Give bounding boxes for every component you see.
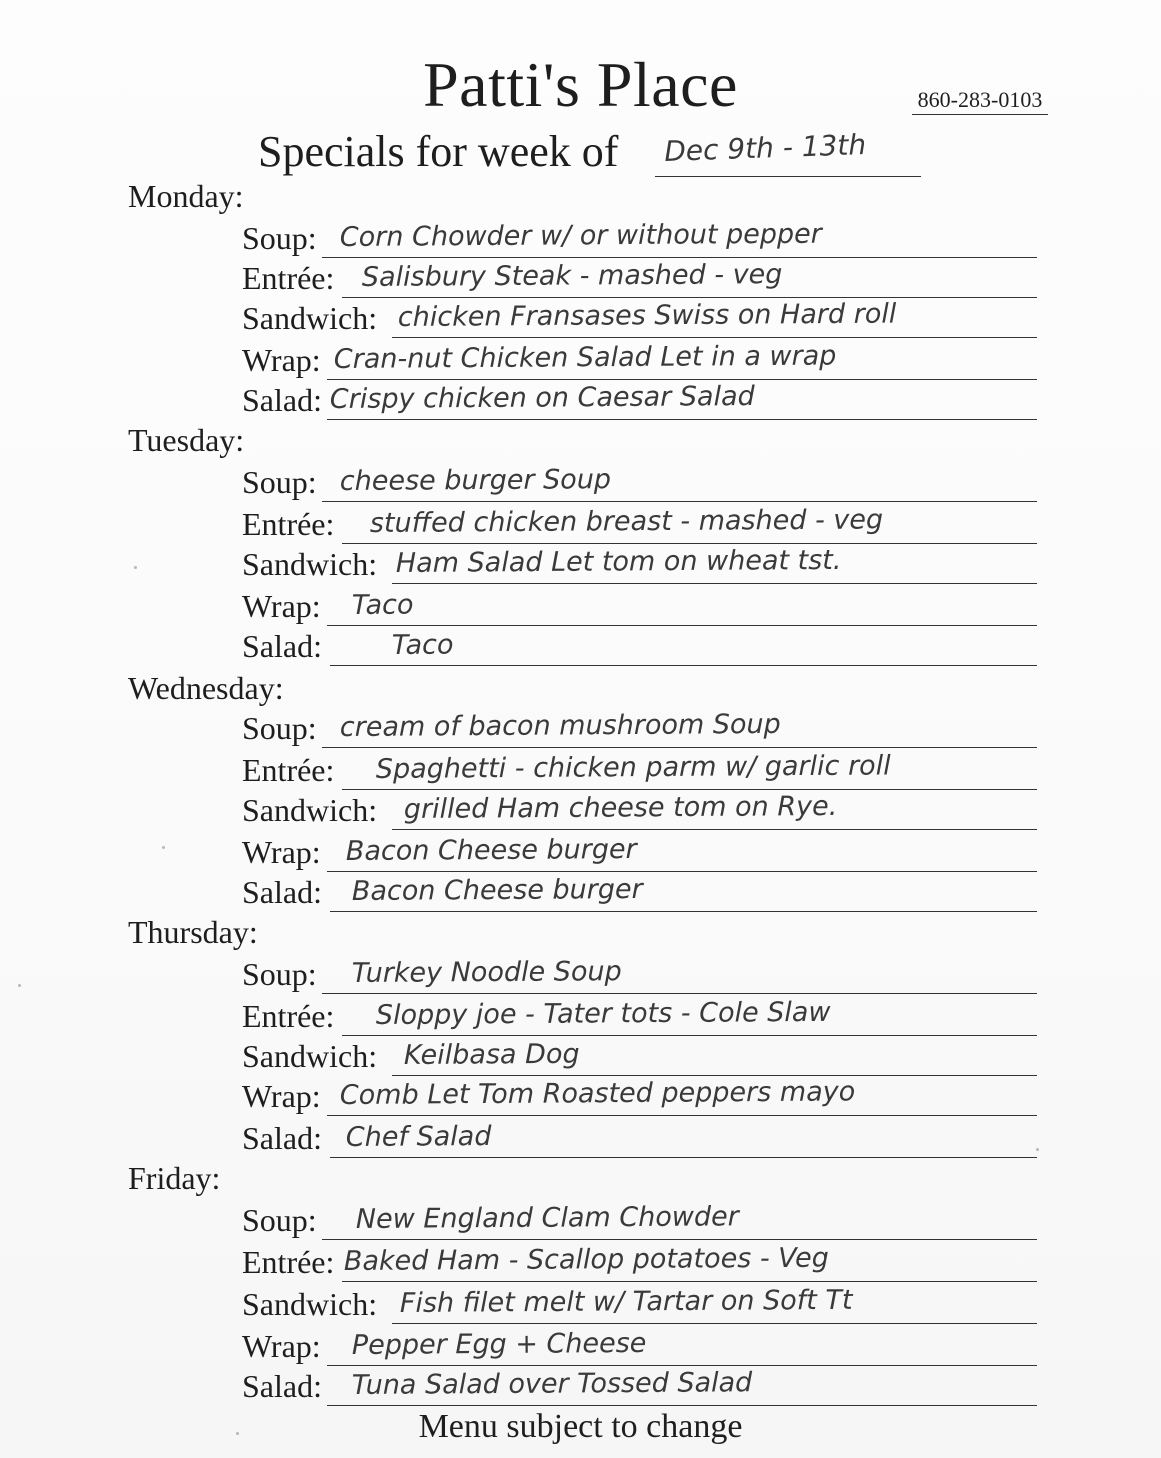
menu-row	[242, 1284, 1037, 1324]
menu-row	[242, 954, 1037, 994]
item-value: Baked Ham - Scallop potatoes - Veg	[343, 1242, 829, 1277]
item-value: Comb Let Tom Roasted peppers mayo	[339, 1076, 856, 1111]
item-label: Sandwich:	[242, 300, 378, 336]
item-label: Salad:	[242, 1368, 322, 1404]
item-label: Soup:	[242, 710, 317, 746]
item-value: Fish filet melt w/ Tartar on Soft Tt	[399, 1284, 853, 1319]
menu-row	[242, 708, 1037, 748]
menu-row	[242, 586, 1037, 626]
fill-line	[342, 1281, 1037, 1282]
item-value: Bacon Cheese burger	[345, 833, 637, 868]
menu-row	[242, 462, 1037, 502]
item-value: Bacon Cheese burger	[351, 873, 643, 908]
item-label: Salad:	[242, 382, 322, 418]
item-value: Cran-nut Chicken Salad Let in a wrap	[333, 340, 837, 376]
menu-row	[242, 750, 1037, 790]
restaurant-title: Patti's Place	[423, 49, 738, 120]
day-heading-wednesday: Wednesday:	[128, 670, 284, 706]
menu-row	[242, 298, 1037, 338]
fill-line	[327, 1115, 1037, 1116]
item-value: Corn Chowder w/ or without pepper	[339, 218, 822, 254]
menu-row	[242, 504, 1037, 544]
menu-row	[242, 1366, 1037, 1406]
specials-heading: Specials for week of	[258, 127, 619, 176]
item-label: Sandwich:	[242, 546, 378, 582]
fill-line	[327, 419, 1037, 420]
item-value: Taco	[391, 629, 454, 662]
item-value: cheese burger Soup	[339, 464, 612, 498]
item-value: Sloppy joe - Tater tots - Cole Slaw	[375, 996, 831, 1031]
item-label: Soup:	[242, 956, 317, 992]
day-heading-tuesday: Tuesday:	[128, 422, 245, 458]
menu-row	[242, 1200, 1037, 1240]
item-value: Chef Salad	[345, 1120, 492, 1153]
menu-row	[242, 626, 1037, 666]
item-label: Entrée:	[242, 1244, 335, 1280]
item-value: Crispy chicken on Caesar Salad	[329, 381, 755, 416]
menu-row	[242, 872, 1037, 912]
scan-speck	[1036, 1148, 1039, 1151]
fill-line	[392, 337, 1037, 338]
item-label: Entrée:	[242, 506, 335, 542]
menu-row	[242, 218, 1037, 258]
item-label: Wrap:	[242, 1078, 321, 1114]
item-value: Spaghetti - chicken parm w/ garlic roll	[375, 750, 891, 786]
item-label: Salad:	[242, 874, 322, 910]
menu-row	[242, 1036, 1037, 1076]
fill-line	[330, 911, 1037, 912]
day-heading-friday: Friday:	[128, 1160, 221, 1196]
item-value: Turkey Noodle Soup	[351, 956, 622, 990]
menu-row	[242, 1118, 1037, 1158]
item-label: Wrap:	[242, 834, 321, 870]
scan-speck	[134, 566, 137, 569]
menu-row	[242, 380, 1037, 420]
day-heading-thursday: Thursday:	[128, 914, 258, 950]
item-value: grilled Ham cheese tom on Rye.	[403, 790, 838, 826]
fill-line	[322, 501, 1037, 502]
item-value: New England Clam Chowder	[355, 1201, 739, 1235]
fill-line	[327, 1405, 1037, 1406]
item-label: Entrée:	[242, 260, 335, 296]
item-value: Tuna Salad over Tossed Salad	[351, 1367, 753, 1401]
fill-line	[392, 583, 1037, 584]
menu-row	[242, 258, 1037, 298]
fill-line	[330, 1157, 1037, 1158]
item-value: Pepper Egg + Cheese	[351, 1327, 647, 1361]
item-value: Salisbury Steak - mashed - veg	[361, 259, 783, 294]
item-label: Salad:	[242, 1120, 322, 1156]
menu-row	[242, 544, 1037, 584]
item-label: Salad:	[242, 628, 322, 664]
menu-row	[242, 790, 1037, 830]
menu-row	[242, 1326, 1037, 1366]
menu-row	[242, 1242, 1037, 1282]
scan-speck	[18, 984, 21, 987]
fill-line	[322, 1239, 1037, 1240]
week-underline	[655, 176, 921, 177]
fill-line	[330, 665, 1037, 666]
item-label: Wrap:	[242, 342, 321, 378]
item-label: Wrap:	[242, 588, 321, 624]
item-value: chicken Fransases Swiss on Hard roll	[397, 298, 897, 334]
fill-line	[392, 1323, 1037, 1324]
item-label: Sandwich:	[242, 1286, 378, 1322]
item-label: Sandwich:	[242, 1038, 378, 1074]
fill-line	[322, 747, 1037, 748]
item-label: Sandwich:	[242, 792, 378, 828]
phone-number: 860-283-0103	[912, 86, 1048, 115]
item-label: Soup:	[242, 220, 317, 256]
item-value: Keilbasa Dog	[403, 1038, 580, 1071]
menu-row	[242, 1076, 1037, 1116]
day-heading-monday: Monday:	[128, 178, 244, 214]
item-value: cream of bacon mushroom Soup	[339, 708, 781, 744]
scan-speck	[162, 846, 165, 849]
fill-line	[322, 993, 1037, 994]
week-dates: Dec 9th - 13th	[663, 127, 867, 169]
fill-line	[392, 829, 1037, 830]
menu-row	[242, 340, 1037, 380]
footer-note: Menu subject to change	[418, 1408, 743, 1445]
item-label: Entrée:	[242, 752, 335, 788]
menu-row	[242, 832, 1037, 872]
menu-row	[242, 996, 1037, 1036]
item-label: Soup:	[242, 464, 317, 500]
item-label: Soup:	[242, 1202, 317, 1238]
item-value: Taco	[351, 589, 414, 622]
scan-speck	[236, 1432, 239, 1435]
item-label: Entrée:	[242, 998, 335, 1034]
item-value: stuffed chicken breast - mashed - veg	[369, 504, 884, 540]
item-value: Ham Salad Let tom on wheat tst.	[395, 544, 842, 580]
item-label: Wrap:	[242, 1328, 321, 1364]
